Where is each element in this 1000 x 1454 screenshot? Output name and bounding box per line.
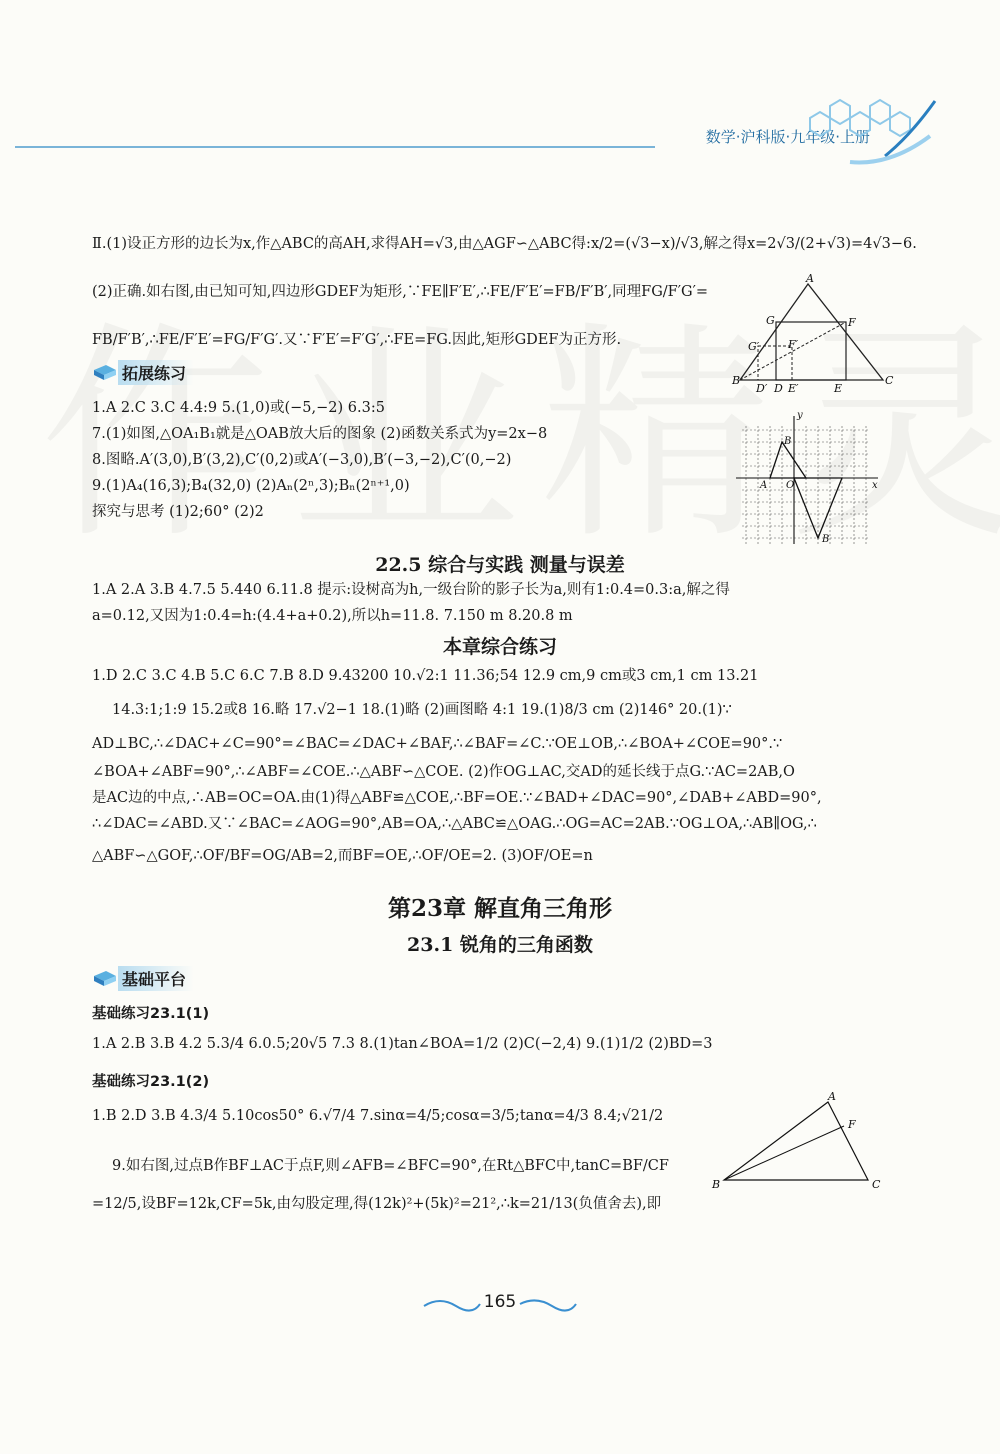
section-23-1-title: 23.1 锐角的三角函数 [407,934,593,956]
fig-label-D: D [774,382,783,395]
grid-label-x: x [872,480,878,491]
extension-line-3: 8.图略.A′(3,0),B′(3,2),C′(0,2)或A′(−3,0),B′(−3,−2),C′(0,−2) [92,452,512,468]
chapter-review-line-1: 1.D 2.C 3.C 4.B 5.C 6.C 7.B 8.D 9.43200 10.√2:1 11.36;54 12.9 cm,9 cm或3 cm,1 cm 13.21 [92,668,759,684]
chapter-review-line-6: ∴∠DAC=∠ABD.又∵∠BAC=∠AOG=90°,AB=OA,∴△ABC≌△OAG.∴OG=AC=2AB.∵OG⊥OA,∴AB∥OG,∴ [92,816,817,832]
section-22-5-line-2: a=0.12,又因为1:0.4=h:(4.4+a+0.2),所以h=11.8. 7.150 m 8.20.8 m [92,608,573,624]
extension-line-4: 9.(1)A₄(16,3);B₄(32,0) (2)Aₙ(2ⁿ,3);Bₙ(2ⁿ⁺¹,0) [92,478,410,494]
header-rule [15,146,655,148]
grid-label-A: A [760,480,768,491]
book-stack-icon [92,968,118,988]
fig-label-A: A [806,272,814,285]
chapter-review-title: 本章综合练习 [442,636,557,658]
grid-label-B-top: B [784,436,792,447]
fig-label-D-prime: D′ [756,382,768,395]
extension-line-5: 探究与思考 (1)2;60° (2)2 [92,504,264,520]
chapter-23-title: 第23章 解直角三角形 [387,895,612,922]
triangle-abf-figure [710,1092,890,1192]
exercise-23-1-1-answers: 1.A 2.B 3.B 4.2 5.3/4 6.0.5;20√5 7.3 8.(1)tan∠BOA=1/2 (2)C(−2,4) 9.(1)1/2 (2)BD=3 [92,1036,713,1052]
exercise-23-1-2-q9-line-1: 9.如右图,过点B作BF⊥AC于点F,则∠AFB=∠BFC=90°,在Rt△BFC中,tanC=BF/CF [112,1158,669,1174]
header-hexagon-decoration-icon [790,96,940,176]
fig-label-G-prime: G′ [748,340,760,353]
exercise-23-1-2-q9-line-2: =12/5,设BF=12k,CF=5k,由勾股定理,得(12k)²+(5k)²=21²,∴k=21/13(负值舍去),即 [92,1196,662,1212]
extension-badge [92,360,194,384]
fig-label-E: E [834,382,843,395]
fig-label-E-prime: E′ [788,382,799,395]
section-22-5-line-1: 1.A 2.A 3.B 4.7.5 5.440 6.11.8 提示:设树高为h,一级台阶的影子长为a,则有1:0.4=0.3:a,解之得 [92,582,730,598]
exercise-23-1-2-heading: 基础练习23.1(2) [92,1074,210,1090]
exercise-23-1-2-answers: 1.B 2.D 3.B 4.3/4 5.10cos50° 6.√7/4 7.sinα=4/5;cosα=3/5;tanα=4/3 8.4;√21/2 [92,1108,664,1124]
chapter-review-line-5: 是AC边的中点,∴AB=OC=OA.由(1)得△ABF≌△COE,∴BF=OE.∵∠BAD+∠DAC=90°,∠DAB+∠ABD=90°, [92,790,822,806]
grid-label-y: y [797,410,803,421]
chapter-review-line-2: 14.3:1;1:9 15.2或8 16.略 17.√2−1 18.(1)略 (2)画图略 4:1 19.(1)8/3 cm (2)146° 20.(1)∵ [112,702,732,718]
exercise-23-1-1-heading: 基础练习23.1(1) [92,1006,210,1022]
basic-platform-badge-label: 基础平台 [118,966,194,991]
tri-label-C: C [872,1178,881,1191]
page-number: 165 [483,1292,517,1312]
section-ii-line-2: (2)正确.如右图,由已知可知,四边形GDEF为矩形,∵FE∥F′E′,∴FE/F′E′=FB/F′B′,同理FG/F′G′= [92,284,709,300]
square-in-triangle-figure [728,272,898,397]
grid-label-B-bottom: B [822,534,830,545]
extension-line-2: 7.(1)如图,△OA₁B₁就是△OAB放大后的图象 (2)函数关系式为y=2x−8 [92,426,548,442]
grid-label-O: O [786,480,795,491]
tri-label-B: B [712,1178,721,1191]
fig-label-B: B [732,374,741,387]
tri-label-A: A [828,1092,836,1103]
coordinate-grid-figure [732,408,882,548]
fig-label-C: C [885,374,894,387]
chapter-review-line-3: AD⊥BC,∴∠DAC+∠C=90°=∠BAC=∠DAC+∠BAF,∴∠BAF=∠C.∵OE⊥OB,∴∠BOA+∠COE=90°.∵ [92,736,783,752]
chapter-review-line-7: △ABF∽△GOF,∴OF/BF=OG/AB=2,而BF=OE,∴OF/OE=2. (3)OF/OE=n [92,848,593,864]
section-ii-line-1: Ⅱ.(1)设正方形的边长为x,作△ABC的高AH,求得AH=√3,由△AGF∽△ABC得:x/2=(√3−x)/√3,解之得x=2√3/(2+√3)=4√3−6. [92,236,917,252]
basic-platform-badge [92,966,194,990]
book-title: 数学·沪科版·九年级·上册 [705,128,870,146]
fig-label-G: G [766,314,775,327]
section-ii-line-3: FB/F′B′,∴FE/F′E′=FG/F′G′.又∵F′E′=F′G′,∴FE=FG.因此,矩形GDEF为正方形. [92,332,622,348]
extension-badge-label: 拓展练习 [118,360,194,385]
extension-line-1: 1.A 2.C 3.C 4.4:9 5.(1,0)或(−5,−2) 6.3:5 [92,400,385,416]
section-22-5-title: 22.5 综合与实践 测量与误差 [375,554,625,576]
fig-label-F: F [848,316,856,329]
chapter-review-line-4: ∠BOA+∠ABF=90°,∴∠ABF=∠COE.∴△ABF∽△COE. (2)作OG⊥AC,交AD的延长线于点G.∵AC=2AB,O [92,764,795,780]
tri-label-F: F [848,1118,856,1131]
fig-label-F-prime: F′ [788,338,799,351]
book-stack-icon [92,362,118,382]
